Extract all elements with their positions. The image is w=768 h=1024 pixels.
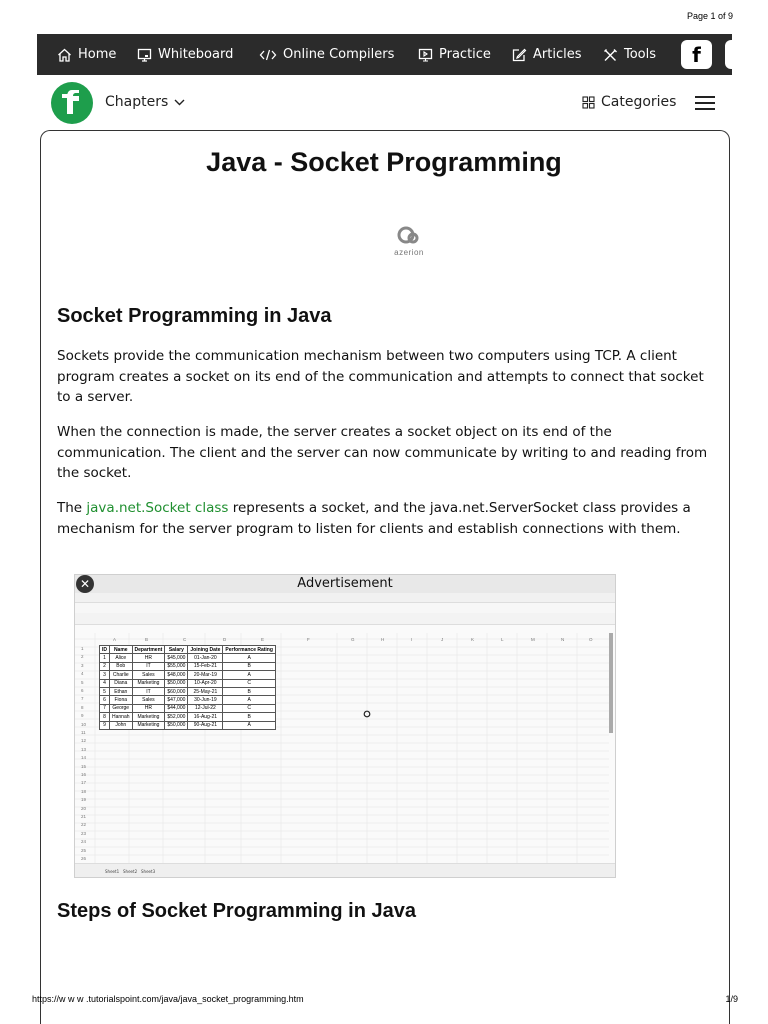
tutorialspoint-logo[interactable]	[51, 82, 93, 124]
sheet-cell: Alice	[110, 654, 133, 662]
nav-whiteboard-label: Whiteboard	[158, 47, 234, 62]
sheet-cell: 4	[100, 679, 110, 687]
sheet-cell: 30-Jun-19	[188, 696, 223, 704]
sheet-column-letter: G	[351, 637, 355, 642]
java-net-socket-link[interactable]: java.net.Socket class	[86, 500, 229, 516]
sheet-column-letter: I	[411, 637, 413, 642]
nav-articles-label: Articles	[533, 47, 582, 62]
nav-online-compilers-label: Online Compilers	[283, 47, 395, 62]
sheet-row-number: 9	[81, 713, 84, 719]
page-title: Java - Socket Programming	[206, 147, 562, 177]
sheet-cell: $50,000	[165, 721, 188, 729]
nav-practice-label: Practice	[439, 47, 491, 62]
sheet-column-letter: O	[589, 637, 593, 642]
sheet-row-number: 1	[81, 646, 84, 651]
sheet-row	[100, 713, 276, 721]
sheet-cell: $44,000	[165, 704, 188, 712]
chapters-label: Chapters	[105, 94, 169, 110]
sheet-cell: A	[223, 696, 276, 704]
sheet-cell: 90-Aug-21	[188, 721, 223, 729]
sheet-row-number: 2	[81, 654, 84, 660]
sheet-cell: $45,000	[165, 654, 188, 662]
secondary-header	[0, 80, 768, 126]
home-icon	[57, 48, 72, 62]
sheet-column-letter: B	[145, 637, 149, 642]
categories-label: Categories	[601, 94, 677, 110]
sheet-column-letter: N	[561, 637, 565, 642]
advertisement-label: Advertisement	[75, 575, 615, 593]
ad-spreadsheet-table	[99, 645, 276, 730]
sheet-cell: HR	[132, 704, 165, 712]
sheet-cell: B	[223, 687, 276, 695]
whiteboard-icon	[137, 48, 152, 62]
sheet-row-number: 17	[81, 780, 87, 786]
ad-provider-logo	[389, 226, 429, 257]
sheet-row-number: 20	[81, 805, 87, 811]
section-heading-socket-programming: Socket Programming in Java	[57, 305, 332, 327]
sheet-cell: 1	[100, 654, 110, 662]
sheet-column-letter: H	[381, 637, 385, 642]
sheet-cell: 20-Mar-19	[188, 671, 223, 679]
sheet-column-letter: L	[501, 637, 504, 642]
chapters-dropdown[interactable]	[105, 94, 185, 110]
grid-icon	[582, 96, 595, 109]
sheet-cell: Diana	[110, 679, 133, 687]
sheet-cell: Marketing	[132, 721, 165, 729]
sheet-cell: 9	[100, 721, 110, 729]
nav-practice[interactable]	[418, 34, 491, 75]
sheet-row-number: 23	[81, 830, 87, 836]
ad-spreadsheet-toolbar	[75, 613, 615, 625]
nav-tools-label: Tools	[624, 47, 657, 62]
cursor-icon	[363, 710, 371, 718]
sheet-cell: Sales	[132, 671, 165, 679]
top-navigation-bar	[37, 34, 732, 75]
sheet-row-number: 5	[81, 679, 84, 685]
nav-online-compilers[interactable]	[259, 34, 394, 75]
sheet-row-number: 4	[81, 671, 84, 677]
sheet-cell: A	[223, 721, 276, 729]
sheet-row-number: 3	[81, 662, 84, 668]
sheet-column-letter: M	[531, 637, 535, 642]
code-icon	[259, 48, 277, 62]
paragraph-connection: When the connection is made, the server creates a socket object on its end of the communication. The client and the server can now communicate by writing to and reading from the socket.	[57, 424, 708, 481]
paragraph-socket-class	[57, 498, 712, 539]
sheet-cell: George	[110, 704, 133, 712]
close-ad-icon[interactable]: ✕	[76, 575, 94, 593]
nav-articles[interactable]	[512, 34, 581, 75]
sheet-row-number: 10	[81, 721, 87, 727]
sheet-cell: 25-May-21	[188, 687, 223, 695]
sheet-cell: 12-Jul-22	[188, 704, 223, 712]
sheet-cell: Charlie	[110, 671, 133, 679]
sheet-row-number: 12	[81, 738, 87, 744]
sheet-cell: 15-Feb-21	[188, 662, 223, 670]
sheet-column-letter: K	[471, 637, 475, 642]
sheet-row-number: 11	[81, 730, 86, 735]
sheet-cell: $55,000	[165, 662, 188, 670]
sheet-cell: 5	[100, 687, 110, 695]
sheet-column-letter: F	[307, 637, 310, 642]
sheet-row-number: 24	[81, 839, 87, 845]
sheet-cell: IT	[132, 687, 165, 695]
sheet-row	[100, 721, 276, 729]
sheet-header-cell: Salary	[165, 646, 188, 654]
sheet-column-letter: J	[441, 637, 444, 642]
ad-spreadsheet-header-row	[100, 646, 276, 654]
azerion-logo-icon	[395, 226, 423, 246]
social-button[interactable]	[725, 40, 732, 69]
sheet-row-number: 8	[81, 704, 84, 710]
sheet-row-number: 13	[81, 746, 87, 752]
sheet-header-cell: ID	[100, 646, 110, 654]
monitor-icon	[418, 48, 433, 62]
hamburger-menu-icon[interactable]	[695, 96, 715, 110]
paragraph-socket-class-post: represents a socket, and the java.net.ServerSocket class provides a mechanism for the server program to listen for clients and establish connections with them.	[57, 500, 691, 537]
sheet-cell: C	[223, 704, 276, 712]
sheet-cell: 8	[100, 713, 110, 721]
sheet-row-number: 18	[81, 788, 87, 794]
sheet-row	[100, 671, 276, 679]
sheet-row-number: 22	[81, 822, 87, 828]
sheet-tab: Sheet2	[123, 869, 138, 874]
nav-whiteboard[interactable]	[137, 34, 233, 75]
sheet-row-number: 16	[81, 772, 87, 777]
sheet-cell: A	[223, 654, 276, 662]
sheet-cell: Sales	[132, 696, 165, 704]
sheet-row	[100, 654, 276, 662]
sheet-header-cell: Performance Rating	[223, 646, 276, 654]
sheet-row-number: 21	[81, 814, 87, 819]
sheet-row-number: 6	[81, 688, 84, 693]
sheet-cell: 2	[100, 662, 110, 670]
sheet-header-cell: Joining Date	[188, 646, 223, 654]
sheet-cell: Fiona	[110, 696, 133, 704]
sheet-row	[100, 696, 276, 704]
sheet-row-number: 7	[81, 696, 84, 702]
print-page-number: 1/9	[725, 994, 738, 1004]
print-url: https://w w w .tutorialspoint.com/java/java_socket_programming.htm	[32, 994, 304, 1004]
sheet-cell: John	[110, 721, 133, 729]
sheet-row-number: 26	[81, 856, 87, 861]
sheet-row	[100, 679, 276, 687]
tools-icon	[603, 48, 618, 62]
sheet-column-letter: D	[223, 637, 227, 642]
sheet-cell: Marketing	[132, 713, 165, 721]
edit-icon	[512, 48, 527, 62]
sheet-cell: 16-Aug-21	[188, 713, 223, 721]
sheet-cell: Bob	[110, 662, 133, 670]
sheet-column-letter: A	[113, 637, 117, 642]
chevron-down-icon	[174, 99, 185, 106]
sheet-column-letter: C	[183, 637, 187, 642]
sheet-cell: 01-Jan-20	[188, 654, 223, 662]
sheet-cell: 7	[100, 704, 110, 712]
sheet-cell: $52,000	[165, 713, 188, 721]
paragraph-socket-class-pre: The	[57, 500, 87, 516]
sheet-cell: HR	[132, 654, 165, 662]
ad-spreadsheet-titlebar	[75, 593, 615, 603]
facebook-button[interactable]	[681, 40, 712, 69]
print-page-label: Page 1 of 9	[686, 11, 733, 21]
azerion-logo-text: azerion	[394, 248, 424, 257]
section-heading-steps: Steps of Socket Programming in Java	[57, 900, 416, 922]
paragraph-sockets-intro: Sockets provide the communication mechanism between two computers using TCP. A client program creates a socket on its end of the communication and attempts to connect that socket to a server.	[57, 348, 704, 405]
sheet-row-number: 15	[81, 763, 87, 769]
sheet-cell: Ethan	[110, 687, 133, 695]
nav-home[interactable]	[57, 34, 116, 75]
sheet-row-number: 25	[81, 847, 87, 853]
nav-home-label: Home	[78, 47, 117, 62]
sheet-row-number: 19	[81, 797, 87, 803]
facebook-icon: f	[692, 42, 701, 67]
sheet-cell: $60,000	[165, 687, 188, 695]
ad-spreadsheet-sheet-tabs	[75, 863, 615, 877]
sheet-cell: IT	[132, 662, 165, 670]
sheet-row	[100, 704, 276, 712]
sheet-row	[100, 687, 276, 695]
sheet-cell: 6	[100, 696, 110, 704]
sheet-row	[100, 662, 276, 670]
sheet-row-number: 14	[81, 755, 87, 761]
nav-tools[interactable]	[603, 34, 656, 75]
sheet-cell: 3	[100, 671, 110, 679]
sheet-column-letter: E	[261, 637, 265, 642]
sheet-cell: A	[223, 671, 276, 679]
sheet-cell: $50,000	[165, 679, 188, 687]
sheet-cell: Marketing	[132, 679, 165, 687]
sheet-tab: Sheet1	[105, 869, 120, 874]
sheet-header-cell: Department	[132, 646, 165, 654]
advertisement[interactable]	[74, 574, 616, 878]
sheet-header-cell: Name	[110, 646, 133, 654]
sheet-cell: B	[223, 713, 276, 721]
ad-spreadsheet-menubar	[75, 603, 615, 613]
sheet-cell: $47,000	[165, 696, 188, 704]
sheet-tab: Sheet3	[141, 869, 156, 874]
sheet-cell: 10-Apr-20	[188, 679, 223, 687]
ad-spreadsheet-video	[75, 593, 615, 877]
logo-mark-icon	[51, 82, 93, 124]
categories-button[interactable]	[582, 94, 676, 110]
ad-spreadsheet-scrollbar	[609, 633, 613, 733]
sheet-cell: Hannah	[110, 713, 133, 721]
sheet-cell: B	[223, 662, 276, 670]
sheet-cell: $48,000	[165, 671, 188, 679]
sheet-cell: C	[223, 679, 276, 687]
